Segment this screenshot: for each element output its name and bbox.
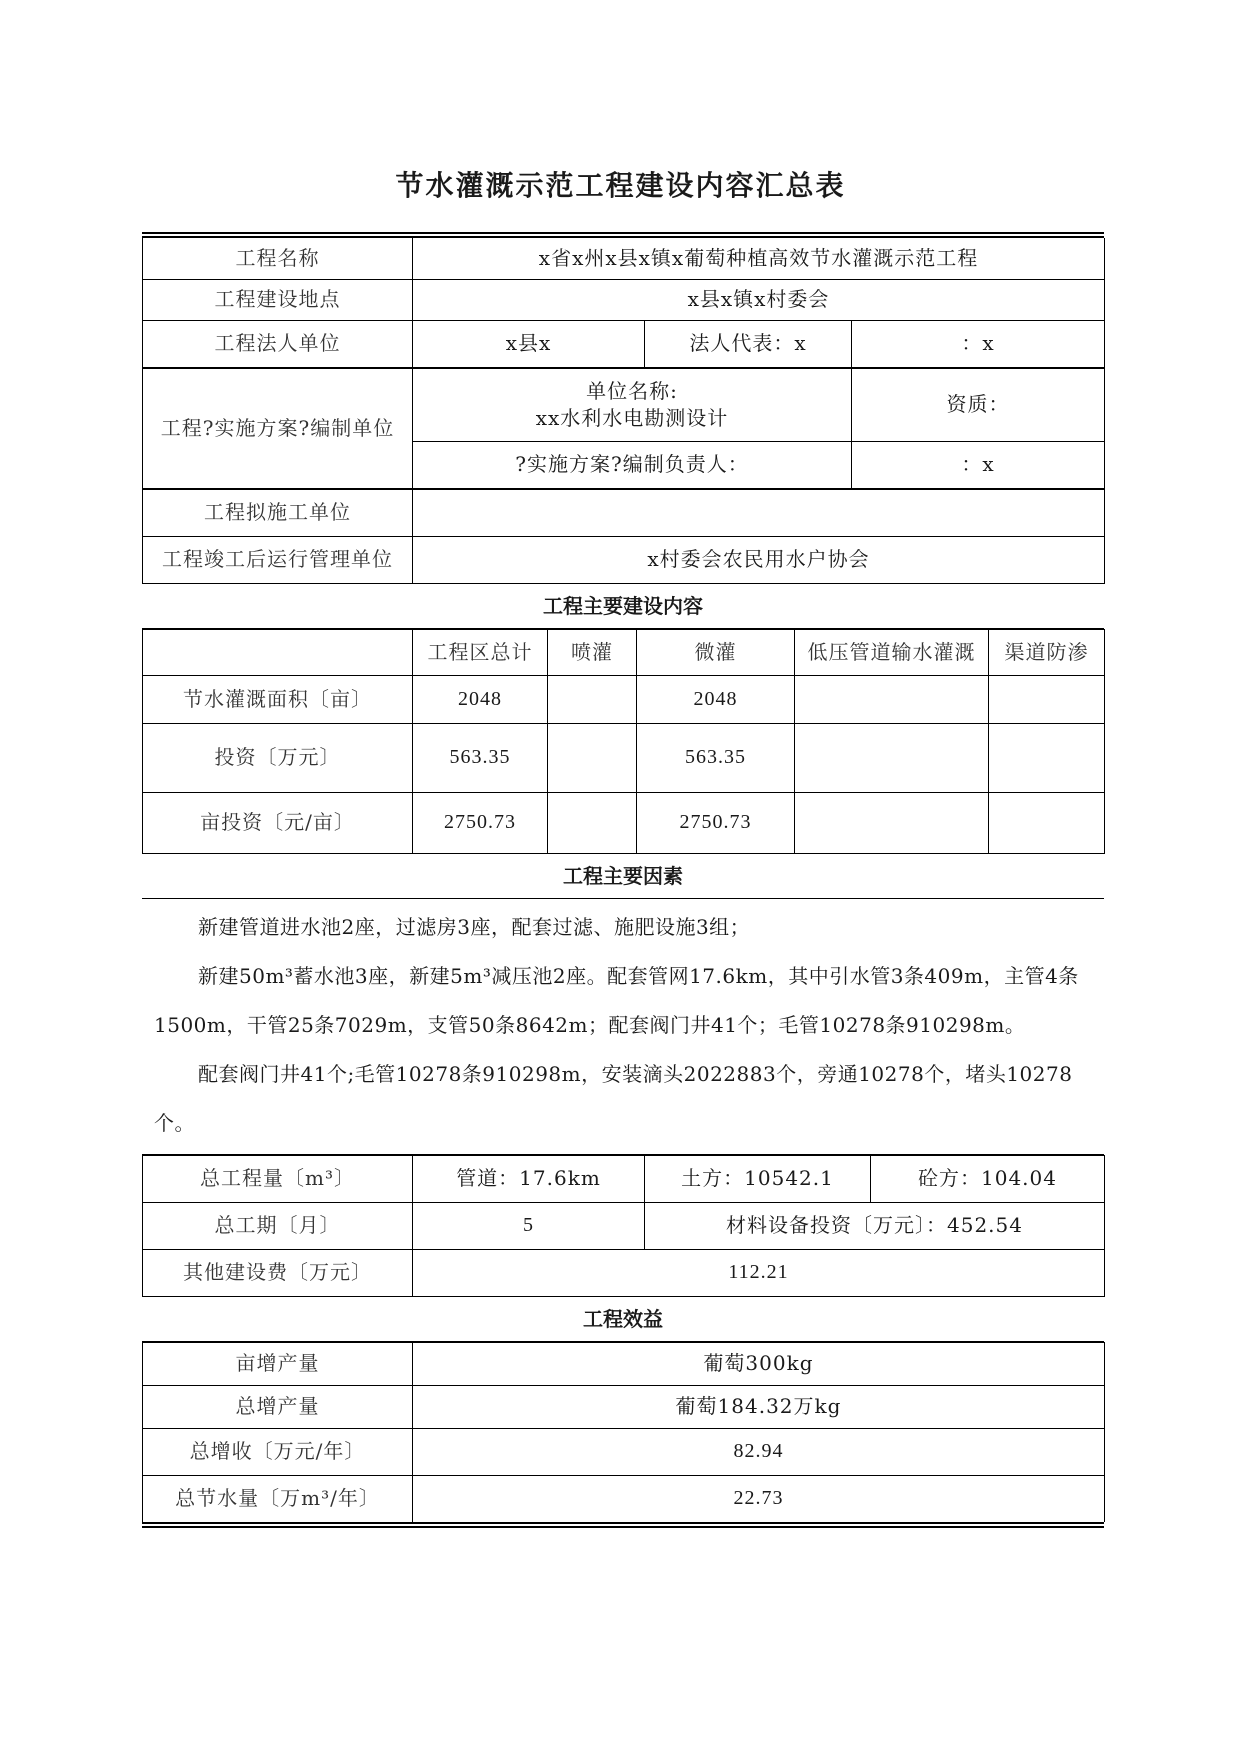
legal-unit-value: x县x	[413, 320, 645, 367]
section-main-factors: 工程主要因素	[142, 854, 1104, 899]
benefit-label: 总增收〔万元/年〕	[143, 1428, 413, 1475]
earthwork: 土方：10542.1	[645, 1155, 871, 1202]
section-benefits: 工程效益	[142, 1297, 1104, 1342]
cell-pipe	[795, 675, 989, 723]
table-row	[143, 1428, 1105, 1475]
pipe-length: 管道：17.6km	[413, 1155, 645, 1202]
location-value: x县x镇x村委会	[413, 279, 1105, 320]
plan-unit-cell	[413, 368, 852, 441]
operator-table	[142, 489, 1105, 584]
legal-representative: 法人代表：x	[645, 320, 852, 367]
main-col-header-pipe: 低压管道输水灌溉	[795, 629, 989, 675]
project-name-label: 工程名称	[143, 238, 413, 279]
benefit-value: 22.73	[413, 1475, 1105, 1522]
cell-micro: 563.35	[637, 723, 795, 792]
document-title: 节水灌溉示范工程建设内容汇总表	[395, 169, 846, 202]
plan-unit-name: xx水利水电勘测设计	[535, 405, 729, 430]
main-content-table	[142, 629, 1105, 854]
table-row	[143, 723, 1105, 792]
benefit-label: 亩增产量	[143, 1342, 413, 1385]
row-label: 投资〔万元〕	[143, 723, 413, 792]
benefit-label: 总节水量〔万m³/年〕	[143, 1475, 413, 1522]
cell-pipe	[795, 792, 989, 853]
period-value: 5	[413, 1202, 645, 1249]
qualification: 资质：	[852, 368, 1105, 441]
material-investment: 材料设备投资〔万元〕：452.54	[645, 1202, 1105, 1249]
project-name-value: x省x州x县x镇x葡萄种植高效节水灌溉示范工程	[413, 238, 1105, 279]
builder-value	[413, 489, 1105, 536]
cell-canal	[989, 723, 1105, 792]
table-row	[143, 792, 1105, 853]
main-col-header-total: 工程区总计	[413, 629, 548, 675]
table-row	[143, 1385, 1105, 1428]
basic-info-table	[142, 238, 1105, 368]
main-factors-text	[142, 899, 1104, 1155]
benefit-value: 葡萄184.32万kg	[413, 1385, 1105, 1428]
factors-paragraph-2: 新建50m³蓄水池3座，新建5m³减压池2座。配套管网17.6km，其中引水管3条409m，主管4条1500m，干管25条7029m，支管50条8642m；配套阀门井41个；毛管10278条910298m。	[154, 963, 1079, 1037]
benefit-value: 葡萄300kg	[413, 1342, 1105, 1385]
concrete: 砼方：104.04	[871, 1155, 1105, 1202]
cell-pipe	[795, 723, 989, 792]
period-label: 总工期〔月〕	[143, 1202, 413, 1249]
plan-unit-table	[142, 368, 1105, 489]
main-col-header-blank	[143, 629, 413, 675]
cell-canal	[989, 675, 1105, 723]
summary-table	[142, 232, 1104, 1528]
plan-unit-title: 单位名称:	[586, 378, 678, 403]
plan-unit-label: 工程?实施方案?编制单位	[143, 368, 413, 488]
operator-label: 工程竣工后运行管理单位	[143, 536, 413, 583]
section-main-content: 工程主要建设内容	[142, 584, 1104, 629]
main-col-header-spray: 喷灌	[548, 629, 637, 675]
plan-person-value: ：x	[852, 441, 1105, 488]
cell-total: 2750.73	[413, 792, 548, 853]
cell-spray	[548, 792, 637, 853]
factors-paragraph-1: 新建管道进水池2座，过滤房3座，配套过滤、施肥设施3组；	[198, 914, 751, 939]
cell-spray	[548, 675, 637, 723]
main-col-header-micro: 微灌	[637, 629, 795, 675]
main-col-header-canal: 渠道防渗	[989, 629, 1105, 675]
other-cost-label: 其他建设费〔万元〕	[143, 1249, 413, 1296]
other-cost-value: 112.21	[413, 1249, 1105, 1296]
total-quantity-label: 总工程量〔m³〕	[143, 1155, 413, 1202]
cell-canal	[989, 792, 1105, 853]
plan-person-label: ?实施方案?编制负责人：	[413, 441, 852, 488]
table-row	[143, 675, 1105, 723]
row-label: 节水灌溉面积〔亩〕	[143, 675, 413, 723]
operator-value: x村委会农民用水户协会	[413, 536, 1105, 583]
cell-total: 2048	[413, 675, 548, 723]
table-row	[143, 1342, 1105, 1385]
benefit-label: 总增产量	[143, 1385, 413, 1428]
benefit-value: 82.94	[413, 1428, 1105, 1475]
legal-contact: ：x	[852, 320, 1105, 367]
cell-micro: 2750.73	[637, 792, 795, 853]
cell-micro: 2048	[637, 675, 795, 723]
table-row	[143, 1475, 1105, 1522]
row-label: 亩投资〔元/亩〕	[143, 792, 413, 853]
cell-spray	[548, 723, 637, 792]
factors-paragraph-3: 配套阀门井41个;毛管10278条910298m，安装滴头2022883个，旁通10278个，堵头10278个。	[154, 1061, 1073, 1135]
builder-label: 工程拟施工单位	[143, 489, 413, 536]
legal-unit-label: 工程法人单位	[143, 320, 413, 367]
benefits-table	[142, 1342, 1105, 1523]
quantities-table	[142, 1155, 1105, 1297]
location-label: 工程建设地点	[143, 279, 413, 320]
cell-total: 563.35	[413, 723, 548, 792]
